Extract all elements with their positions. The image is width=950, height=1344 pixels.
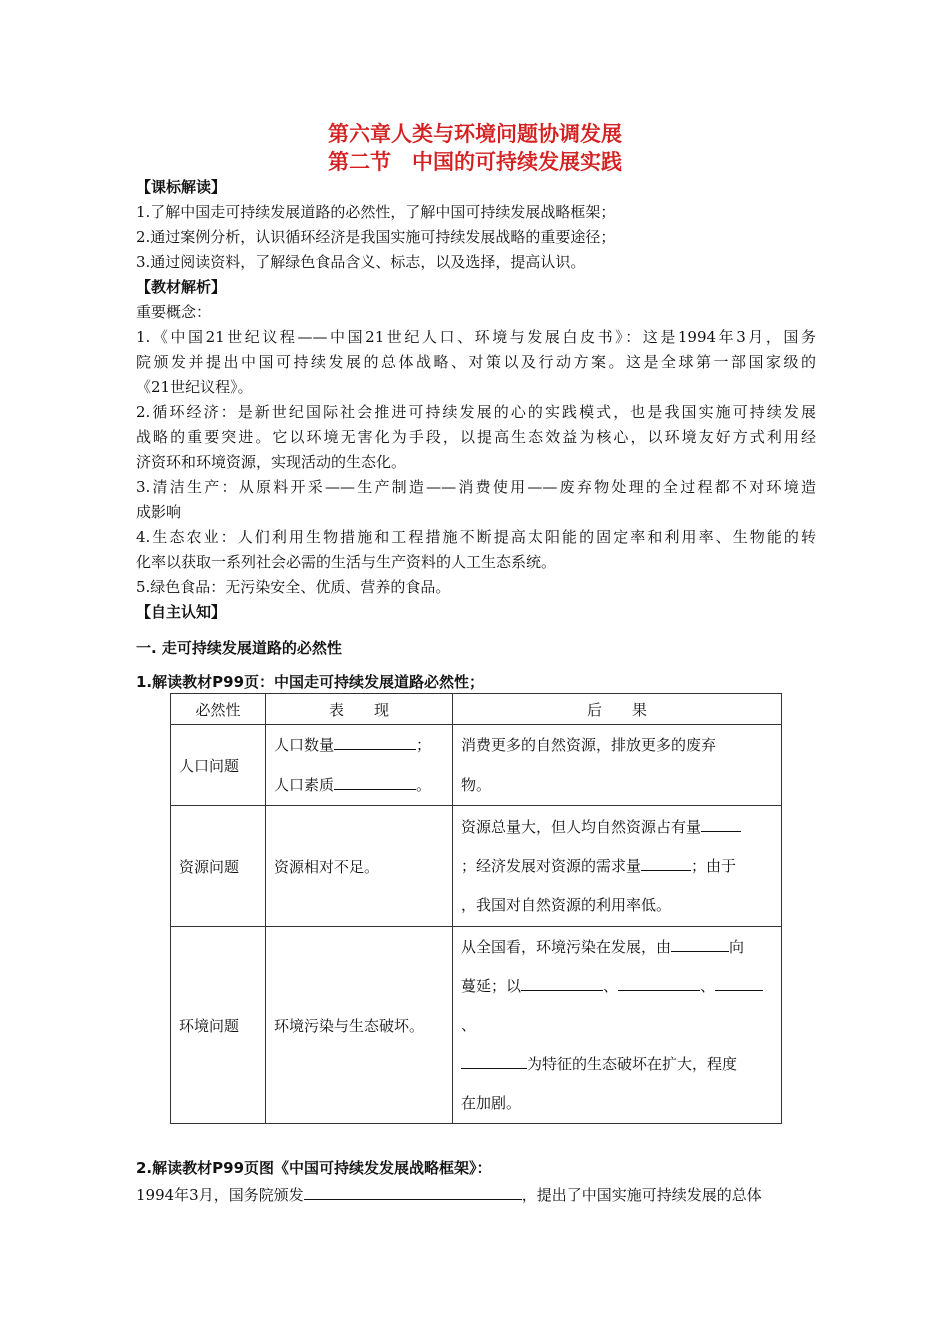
blank-field[interactable] xyxy=(334,773,416,790)
blank-field[interactable] xyxy=(334,733,416,750)
kebiao-item: 2.通过案例分析，认识循环经济是我国实施可持续发展战略的重要途径； xyxy=(136,228,616,246)
part1-heading: 一. 走可持续发展道路的必然性 xyxy=(136,639,342,657)
question-1 xyxy=(136,671,816,693)
blank-field[interactable] xyxy=(715,974,763,991)
question-1-text: 1.解读教材P99页：中国走可持续发展道路必然性； xyxy=(136,673,485,691)
row-population-manifest xyxy=(266,725,453,806)
table-header-row xyxy=(171,694,782,725)
blank-field[interactable] xyxy=(618,974,700,991)
header-necessity: 必然性 xyxy=(171,694,266,725)
zizhu-heading: 【自主认知】 xyxy=(136,603,227,621)
header-consequence: 后 果 xyxy=(453,694,782,725)
blank-field[interactable] xyxy=(521,974,603,991)
row-population-name: 人口问题 xyxy=(171,725,266,806)
concept-line: 化率以获取一系列社会必需的生活与生产资料的人工生态系统。 xyxy=(136,553,557,571)
concept-line: 院颁发并提出中国可持续发展的总体战略、对策以及行动方案。这是全球第一部国家级的 xyxy=(136,353,816,371)
concept-line: 成影响 xyxy=(136,503,182,521)
kebiao-item: 1.了解中国走可持续发展道路的必然性，了解中国可持续发展战略框架； xyxy=(136,203,616,221)
row-environment-name: 环境问题 xyxy=(171,927,266,1124)
row-environment-manifest: 环境污染与生态破坏。 xyxy=(266,927,453,1124)
table-row xyxy=(171,806,782,927)
concept-line: 3.清洁生产：从原料开采——生产制造——消费使用——废弃物处理的全过程都不对环境造 xyxy=(136,478,816,496)
row-population-consequence: 消费更多的自然资源，排放更多的废弃 物。 xyxy=(453,725,782,806)
table-row xyxy=(171,927,782,1124)
necessity-table xyxy=(170,693,782,1124)
table-row xyxy=(171,725,782,806)
concept-line: 战略的重要突进。它以环境无害化为手段，以提高生态效益为核心，以环境友好方式利用经 xyxy=(136,428,816,446)
concept-line: 《21世纪议程》。 xyxy=(136,378,253,396)
blank-field[interactable] xyxy=(641,854,691,871)
row-resource-manifest: 资源相对不足。 xyxy=(266,806,453,927)
kebiao-heading: 【课标解读】 xyxy=(136,178,227,196)
blank-field[interactable] xyxy=(304,1183,522,1200)
concept-line: 1.《中国21世纪议程——中国21世纪人口、环境与发展白皮书》：这是1994年3月，国务 xyxy=(136,328,816,346)
chapter-title: 第六章人类与环境问题协调发展 xyxy=(328,122,622,146)
population-quality-line: 人口素质 。 xyxy=(274,765,444,805)
concept-line: 济资环和环境资源，实现活动的生态化。 xyxy=(136,453,407,471)
row-resource-consequence: 资源总量大，但人均自然资源占有量 ；经济发展对资源的需求量 ；由于 ，我国对自然资源的利用率低。 xyxy=(453,806,782,927)
kebiao-item: 3.通过阅读资料，了解绿色食品含义、标志，以及选择，提高认识。 xyxy=(136,253,586,271)
question-2-line: 1994年3月，国务院颁发 ，提出了中国实施可持续发展的总体 xyxy=(136,1183,816,1206)
population-quantity-line: 人口数量 ； xyxy=(274,725,444,765)
concept-line: 2.循环经济：是新世纪国际社会推进可持续发展的心的实践模式，也是我国实施可持续发展 xyxy=(136,403,816,421)
concept-line: 5.绿色食品：无污染安全、优质、营养的食品。 xyxy=(136,578,451,596)
blank-field[interactable] xyxy=(461,1052,527,1069)
section-title: 第二节 中国的可持续发展实践 xyxy=(328,150,622,174)
question-2: 2.解读教材P99页图《中国可持续发发展战略框架》： xyxy=(136,1159,492,1177)
concept-line: 4.生态农业：人们利用生物措施和工程措施不断提高太阳能的固定率和利用率、生物能的转 xyxy=(136,528,816,546)
row-environment-consequence: 从全国看，环境污染在发展，由 向 蔓延；以 、 、 、 为特征的生态破坏在扩大，程度 在加剧。 xyxy=(453,927,782,1124)
row-resource-name: 资源问题 xyxy=(171,806,266,927)
blank-field[interactable] xyxy=(671,935,729,952)
header-manifestation: 表 现 xyxy=(266,694,453,725)
blank-field[interactable] xyxy=(701,815,741,832)
concepts-intro: 重要概念： xyxy=(136,303,212,321)
jiaocai-heading: 【教材解析】 xyxy=(136,278,227,296)
